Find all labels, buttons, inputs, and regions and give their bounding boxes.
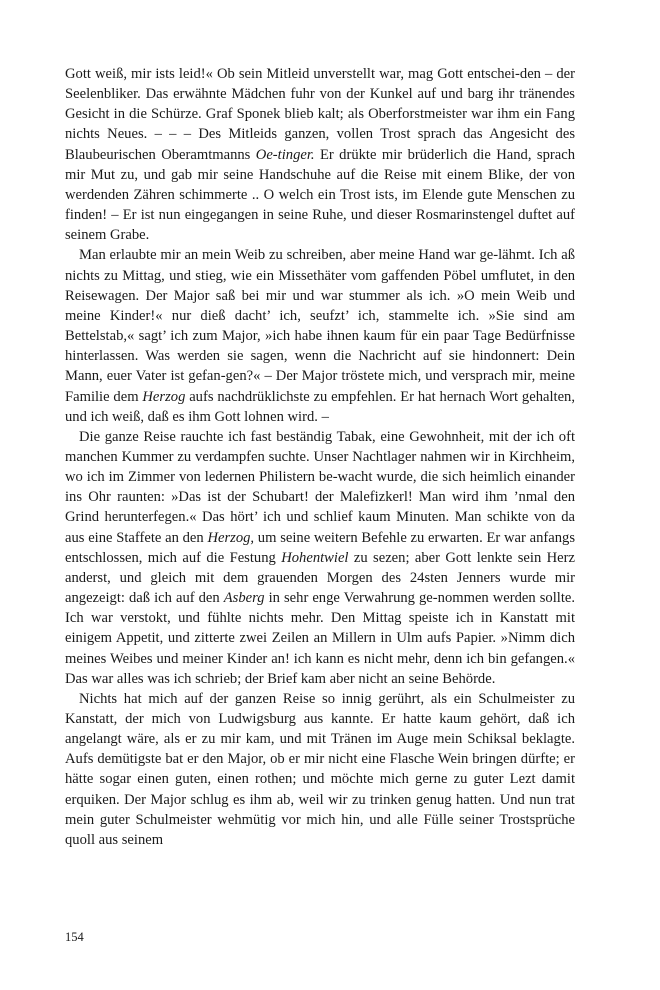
paragraph-1 xyxy=(65,64,575,245)
paragraph-4 xyxy=(65,689,575,850)
paragraph-2 xyxy=(65,245,575,426)
text-run: um seine weitern Befehle zu erwarten. Er war anfangs entschlossen, mich auf die Festung xyxy=(65,529,576,566)
text-run: Gott weiß, mir ists leid!« Ob sein Mitleid unverstellt war, mag Gott entschei-den – der Seelenbliker. Das erwähnte Mädchen fuhr von der Kunkel auf und barg ihr tränendes Gesicht in die Schürze. Graf Sponek blieb kalt; als Oberforstmeister war ihm ein Fang nichts Neues. – – – Des Mitleids ganzen, vollen Trost sprach das Angesicht des Blaubeurischen Oberamtmanns xyxy=(65,66,575,163)
text-run-italic: Herzog xyxy=(142,388,186,405)
text-run: in sehr enge Verwahrung ge-nommen werden sollte. Ich war verstokt, und fühlte nichts mehr. Den Mittag speiste ich in Kanstatt mit einigem Appetit, und zitterte zwei Zeilen an Millern in Ulm aufs Papier. »Nimm dich meines Weibes und meiner Kinder an! ich kann es nicht mehr, denn ich bin gefangen.« Das war alles was ich schrieb; der Brief kam aber nicht an seine Behörde. xyxy=(65,590,575,687)
text-run: Nichts hat mich auf der ganzen Reise so innig gerührt, als ein Schulmeister zu Kanstatt, der mich von Ludwigsburg aus kannte. Er hatte kaum gehört, daß ich angelangt wäre, als er zu mir kam, und mit Tränen im Auge mein Schiksal beklagte. Aufs demütigste bat er den Major, ob er mir nicht eine Flasche Wein bringen dürfte; er hätte sogar einen guten, einen rothen; und möchte mich gerne zu guter Lezt damit erquiken. Der Major schlug es ihm ab, weil wir zu trinken genug hatten. Und nun trat mein guter Schulmeister wehmütig vor mich hin, und alle Fülle seiner Trostsprüche quoll aus seinem xyxy=(65,690,575,848)
text-run-italic: Herzog, xyxy=(207,529,255,546)
text-run: Man erlaubte mir an mein Weib zu schreiben, aber meine Hand war ge-lähmt. Ich aß nichts zu Mittag, und stieg, wie ein Missethäter vom gaffenden Pöbel umflutet, in den Reisewagen. Der Major saß bei mir und war stummer als ich. »O mein Weib und meine Kinder!« nur dieß dacht’ ich, seufzt’ ich, stammelte ich. »Sie sind am Bettelstab,« sagt’ ich zum Major, »ich habe ihnen kaum für ein paar Tage Bedürfnisse hinterlassen. Was werden sie sagen, wenn die Nachricht auf sie hindonnert: Dein Mann, euer Vater ist gefan-gen?« – Der Major tröstete mich, und versprach mir, meine Familie dem xyxy=(65,247,575,405)
text-run: aufs nachdrüklichste zu empfehlen. Er hat hernach Wort gehalten, und ich weiß, daß es ihm Gott lohnen wird. – xyxy=(65,388,575,425)
text-run: zu sezen; aber Gott lenkte sein Herz anderst, und gleich mit dem grauenden Morgen des 24sten Jenners wurde mir angezeigt: daß ich auf den xyxy=(65,549,575,607)
body-text xyxy=(65,64,575,850)
text-run-italic: Oe-tinger. xyxy=(255,146,315,163)
text-run-italic: Asberg xyxy=(223,590,265,607)
text-run: Die ganze Reise rauchte ich fast beständig Tabak, eine Gewohnheit, mit der ich oft manchen Kummer zu verdampfen suchte. Unser Nachtlager nahmen wir in Kirchheim, wo ich im Zimmer von ledernen Philistern be-wacht wurde, die sich heimlich einander ins Ohr raunten: »Das ist der Schubart! der Malefizkerl! Man wird ihm ’nmal den Grind herunterfegen.« Das hört’ ich und schlief kaum Minuten. Man schikte von da aus eine Staffete an den xyxy=(65,428,575,546)
text-run-italic: Hohentwiel xyxy=(281,549,349,566)
page-number: 154 xyxy=(65,930,84,944)
text-run: Er drükte mir brüderlich die Hand, sprach mir Mut zu, und gab mir seine Handschuhe auf die Reise mit einem Blike, der von werdenden Zähren schimmerte .. O welch ein Trost ists, im Elende gute Menschen zu finden! – Er ist nun eingegangen in seine Ruhe, und dieser Rosmarinstengel duftet auf seinem Grabe. xyxy=(65,146,575,244)
paragraph-3 xyxy=(65,427,575,689)
